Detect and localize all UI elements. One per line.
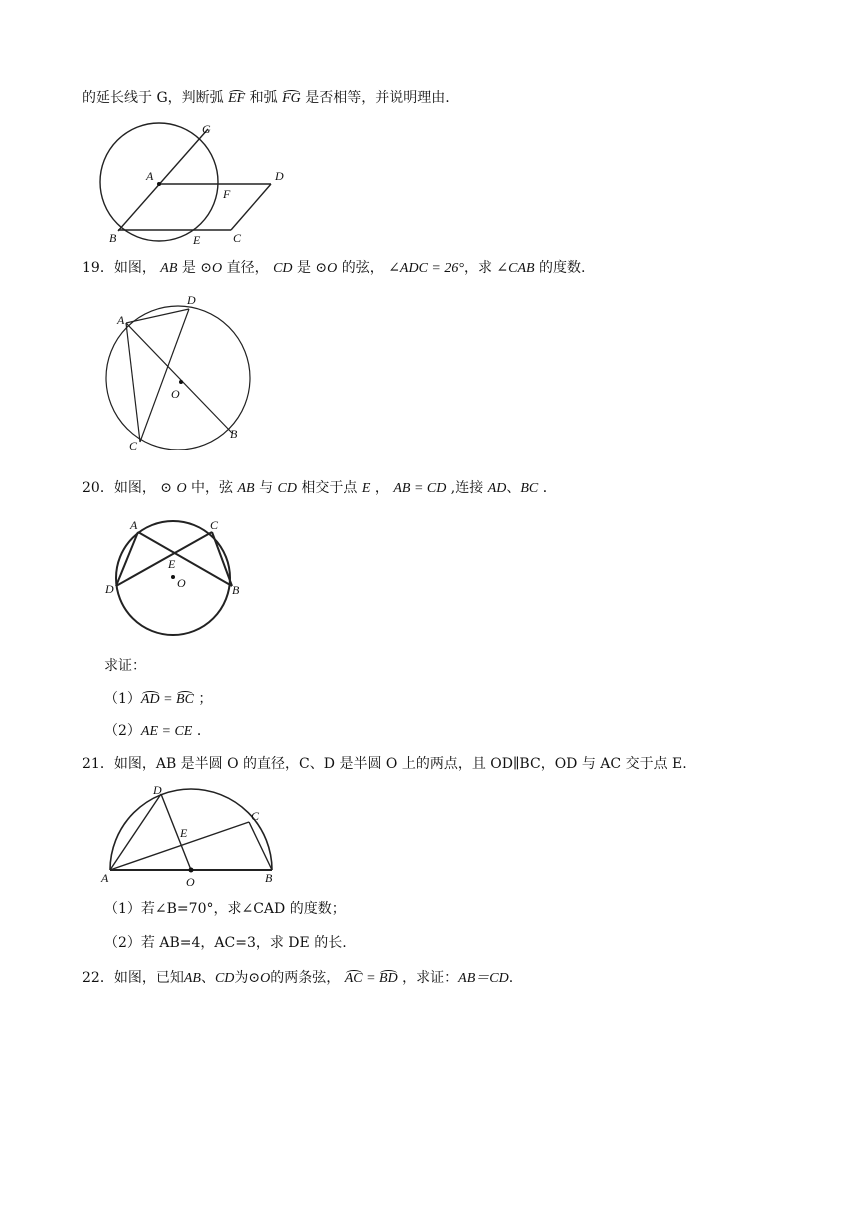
q20-equation: AB = CD: [393, 481, 447, 496]
q20-text: 如图，: [113, 480, 156, 496]
label-f: F: [223, 187, 231, 201]
label-b: B: [109, 231, 117, 245]
part-end: ；: [198, 691, 213, 707]
q21-number: 21．: [82, 756, 114, 772]
arc-fg: FG: [282, 89, 301, 109]
figure-q18: [96, 118, 296, 248]
q19-text: 如图，: [113, 260, 156, 276]
arc-bc: BC: [176, 690, 194, 710]
q20-text: 中，弦: [191, 480, 234, 496]
label-e: E: [180, 826, 188, 840]
q22-text: .: [508, 970, 514, 986]
label-b: B: [232, 583, 240, 597]
label-a: A: [101, 871, 109, 885]
q18-text-2: 和弧: [249, 90, 278, 106]
q22-o: O: [260, 971, 271, 986]
part-label: （2）: [104, 723, 141, 739]
label-c: C: [233, 231, 242, 245]
q21-part-2: （2）若 AB=4，AC=3，求 DE 的长.: [104, 935, 347, 951]
q21-part-1: （1）若∠B=70°，求∠CAD 的度数；: [104, 901, 346, 917]
label-e: E: [168, 557, 176, 571]
label-c: C: [210, 518, 219, 532]
equals-sign: =: [159, 692, 177, 707]
q19-text: 直径，: [226, 260, 269, 276]
q19-ab: AB: [160, 261, 178, 276]
q20-part-2: [104, 721, 211, 742]
label-d: D: [275, 169, 284, 183]
arc-bd: BD: [379, 969, 398, 989]
circle-symbol: ⊙: [315, 260, 328, 276]
q19-o: O: [212, 261, 223, 276]
q20-part-1: [104, 689, 212, 710]
arc-ef: EF: [228, 89, 245, 109]
label-e: E: [193, 233, 201, 247]
equals-sign: =: [362, 971, 380, 986]
q22-text: ，求证：: [402, 970, 459, 986]
q22-cd: CD: [214, 971, 235, 986]
q21-text: 如图，AB 是半圆 O 的直径，C、D 是半圆 O 上的两点，且 OD∥BC，OD 与 AC 交于点 E.: [113, 756, 687, 772]
q20-ad: AD: [487, 481, 507, 496]
figure-q20: [100, 514, 250, 640]
label-o: O: [177, 576, 186, 590]
label-d: D: [105, 582, 114, 596]
q19-cab: ∠CAB: [496, 261, 535, 276]
label-o: O: [186, 875, 195, 889]
q20-text: 相交于点: [301, 480, 358, 496]
q19-angle: ∠ADC = 26°: [388, 261, 464, 276]
label-g: G: [202, 122, 211, 136]
q22-text: 的两条弦，: [270, 970, 341, 986]
q19-number: 19．: [82, 260, 114, 276]
q22-number: 22．: [82, 970, 114, 986]
question-22: [82, 968, 513, 989]
q20-ae-ce: AE = CE: [140, 724, 193, 739]
q18-continuation: [82, 88, 450, 109]
label-a: A: [117, 313, 125, 327]
q19-text: 是: [296, 260, 311, 276]
question-19: [82, 258, 586, 279]
q19-o: O: [327, 261, 338, 276]
question-20: [82, 478, 557, 499]
circle-symbol: ⊙: [200, 260, 213, 276]
q20-cd: CD: [277, 481, 297, 496]
figure-q19: [100, 290, 260, 450]
q18-text-1: 的延长线于 G，判断弧: [82, 90, 224, 106]
label-b: B: [265, 871, 273, 885]
q20-text: ．: [542, 480, 557, 496]
arc-ad: AD: [141, 690, 160, 710]
q20-proof-heading: 求证：: [104, 658, 146, 674]
label-c: C: [251, 809, 260, 823]
label-a: A: [146, 169, 154, 183]
q20-bc: BC: [520, 481, 539, 496]
q20-number: 20．: [82, 480, 114, 496]
q20-text: ，: [374, 480, 389, 496]
q20-text: 与: [259, 480, 274, 496]
q19-text: 是: [181, 260, 196, 276]
circle-symbol: ⊙: [160, 480, 173, 496]
label-d: D: [153, 783, 162, 797]
label-c: C: [129, 439, 138, 450]
q19-text: ，求: [463, 260, 492, 276]
q22-text: 为⊙: [234, 970, 261, 986]
q20-e: E: [361, 481, 371, 496]
q20-text: ,连接: [450, 480, 484, 496]
question-21: [82, 754, 687, 774]
label-a: A: [130, 518, 138, 532]
part-label: （1）: [104, 691, 141, 707]
q22-text: 、: [200, 970, 215, 986]
q20-text: 、: [506, 480, 521, 496]
q22-text: 如图，已知: [113, 970, 184, 986]
part-end: ．: [196, 723, 211, 739]
label-b: B: [230, 427, 238, 441]
q18-text-3: 是否相等，并说明理由.: [305, 90, 450, 106]
figure-q21: [96, 780, 286, 890]
q20-ab: AB: [237, 481, 255, 496]
label-d: D: [187, 293, 196, 307]
arc-ac: AC: [345, 969, 363, 989]
q22-ab: AB: [183, 971, 201, 986]
label-o: O: [171, 387, 180, 401]
q19-text: 的度数.: [539, 260, 586, 276]
q20-o: O: [176, 481, 187, 496]
q19-cd: CD: [273, 261, 293, 276]
q22-conclusion: AB＝CD: [458, 971, 509, 986]
q19-text: 的弦，: [341, 260, 384, 276]
